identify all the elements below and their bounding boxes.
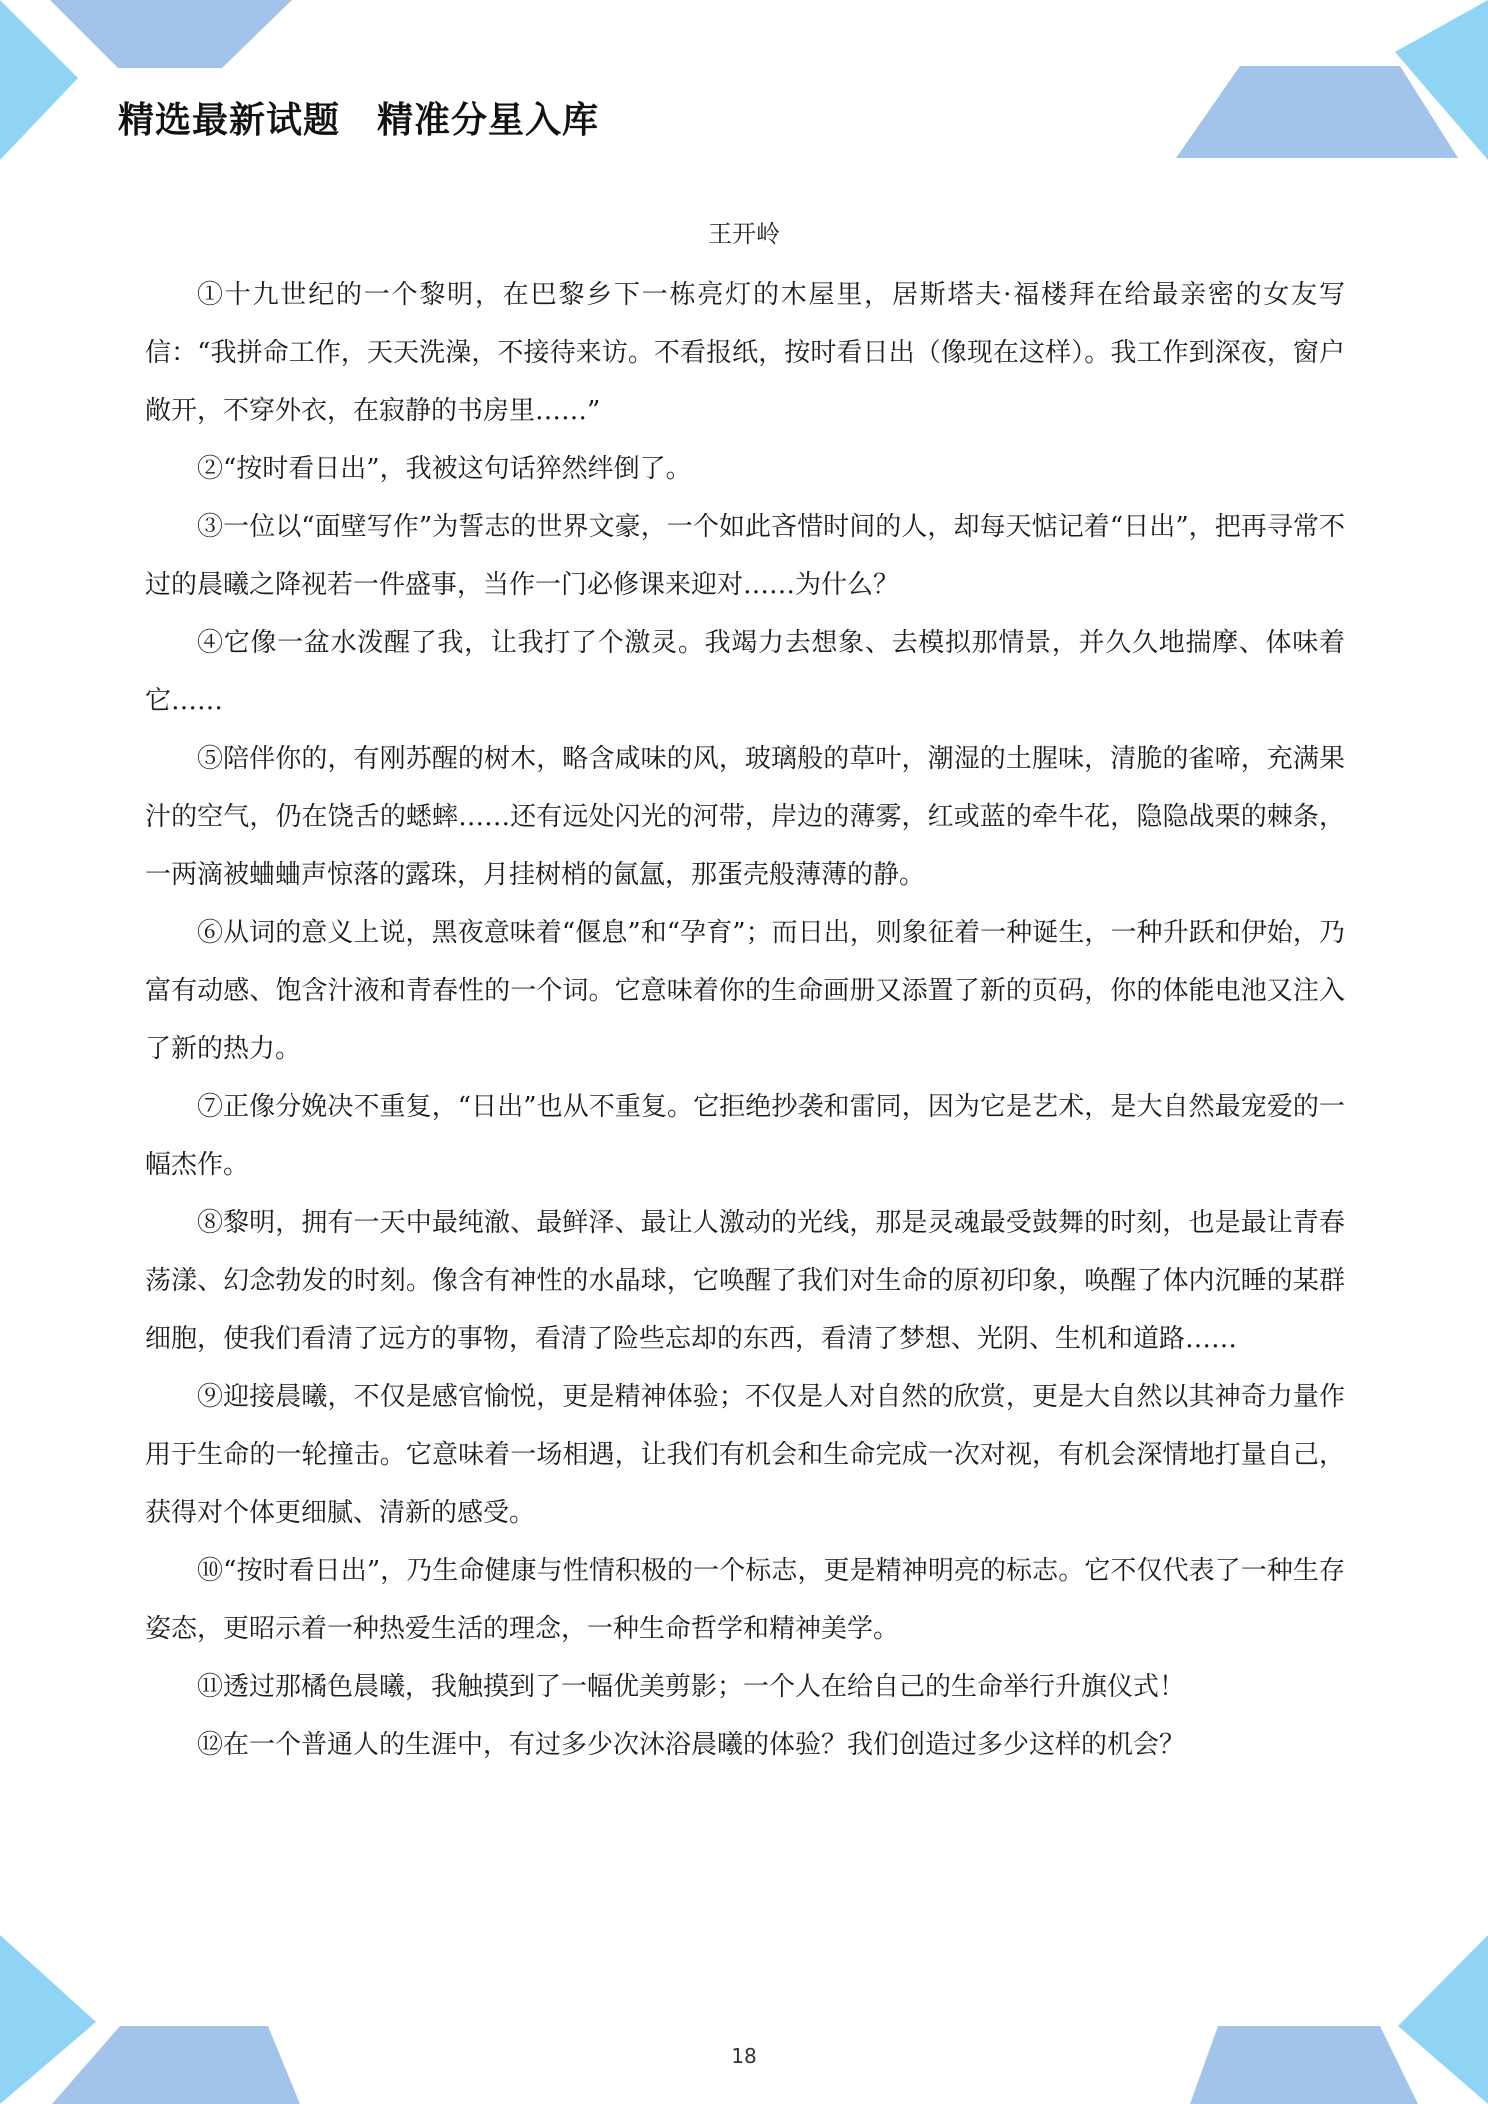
paragraph-2: ②“按时看日出”，我被这句话猝然绊倒了。 [197, 454, 692, 484]
article-body [145, 266, 1345, 1774]
corner-trapezoid-top-left [50, 0, 292, 68]
corner-triangle-bottom-right [1398, 1935, 1488, 2104]
corner-triangle-top-left [0, 0, 78, 160]
paragraph-11: ⑪透过那橘色晨曦，我触摸到了一幅优美剪影；一个人在给自己的生命举行升旗仪式！ [197, 1672, 1186, 1702]
paragraph-12: ⑫在一个普通人的生涯中，有过多少次沐浴晨曦的体验？我们创造过多少这样的机会？ [197, 1730, 1186, 1760]
page-number: 18 [731, 2044, 757, 2068]
paragraph-1: ①十九世纪的一个黎明，在巴黎乡下一栋亮灯的木屋里，居斯塔夫·福楼拜在给最亲密的女友写信：“我拼命工作，天天洗澡，不接待来访。不看报纸，按时看日出（像现在这样）。我工作到深夜，窗户敞开，不穿外衣，在寂静的书房里……” [145, 280, 1345, 426]
paragraph-8: ⑧黎明，拥有一天中最纯澈、最鲜泽、最让人激动的光线，那是灵魂最受鼓舞的时刻，也是最让青春荡漾、幻念勃发的时刻。像含有神性的水晶球，它唤醒了我们对生命的原初印象，唤醒了体内沉睡的某群细胞，使我们看清了远方的事物，看清了险些忘却的东西，看清了梦想、光阴、生机和道路…… [145, 1208, 1345, 1354]
paragraph-4: ④它像一盆水泼醒了我，让我打了个激灵。我竭力去想象、去模拟那情景，并久久地揣摩、体味着它…… [145, 628, 1345, 716]
corner-trapezoid-top-right [1176, 66, 1458, 158]
corner-triangle-top-right [1395, 0, 1488, 160]
article-author: 王开岭 [708, 220, 780, 248]
paragraph-7: ⑦正像分娩决不重复，“日出”也从不重复。它拒绝抄袭和雷同，因为它是艺术，是大自然最宠爱的一幅杰作。 [145, 1092, 1345, 1180]
corner-triangle-bottom-left [0, 1935, 96, 2104]
header-title: 精选最新试题 精准分星入库 [118, 100, 600, 141]
paragraph-3: ③一位以“面壁写作”为誓志的世界文豪，一个如此吝惜时间的人，却每天惦记着“日出”，把再寻常不过的晨曦之降视若一件盛事，当作一门必修课来迎对……为什么？ [145, 512, 1345, 600]
paragraph-9: ⑨迎接晨曦，不仅是感官愉悦，更是精神体验；不仅是人对自然的欣赏，更是大自然以其神奇力量作用于生命的一轮撞击。它意味着一场相遇，让我们有机会和生命完成一次对视，有机会深情地打量自己，获得对个体更细腻、清新的感受。 [145, 1382, 1345, 1528]
paragraph-5: ⑤陪伴你的，有刚苏醒的树木，略含咸味的风，玻璃般的草叶，潮湿的土腥味，清脆的雀啼，充满果汁的空气，仍在饶舌的蟋蟀……还有远处闪光的河带，岸边的薄雾，红或蓝的牵牛花，隐隐战栗的棘条，一两滴被蛐蛐声惊落的露珠，月挂树梢的氤氲，那蛋壳般薄薄的静。 [145, 744, 1345, 890]
paragraph-6: ⑥从词的意义上说，黑夜意味着“偃息”和“孕育”；而日出，则象征着一种诞生，一种升跃和伊始，乃富有动感、饱含汁液和青春性的一个词。它意味着你的生命画册又添置了新的页码，你的体能电池又注入了新的热力。 [145, 918, 1345, 1064]
paragraph-10: ⑩“按时看日出”，乃生命健康与性情积极的一个标志，更是精神明亮的标志。它不仅代表了一种生存姿态，更昭示着一种热爱生活的理念，一种生命哲学和精神美学。 [145, 1556, 1345, 1644]
